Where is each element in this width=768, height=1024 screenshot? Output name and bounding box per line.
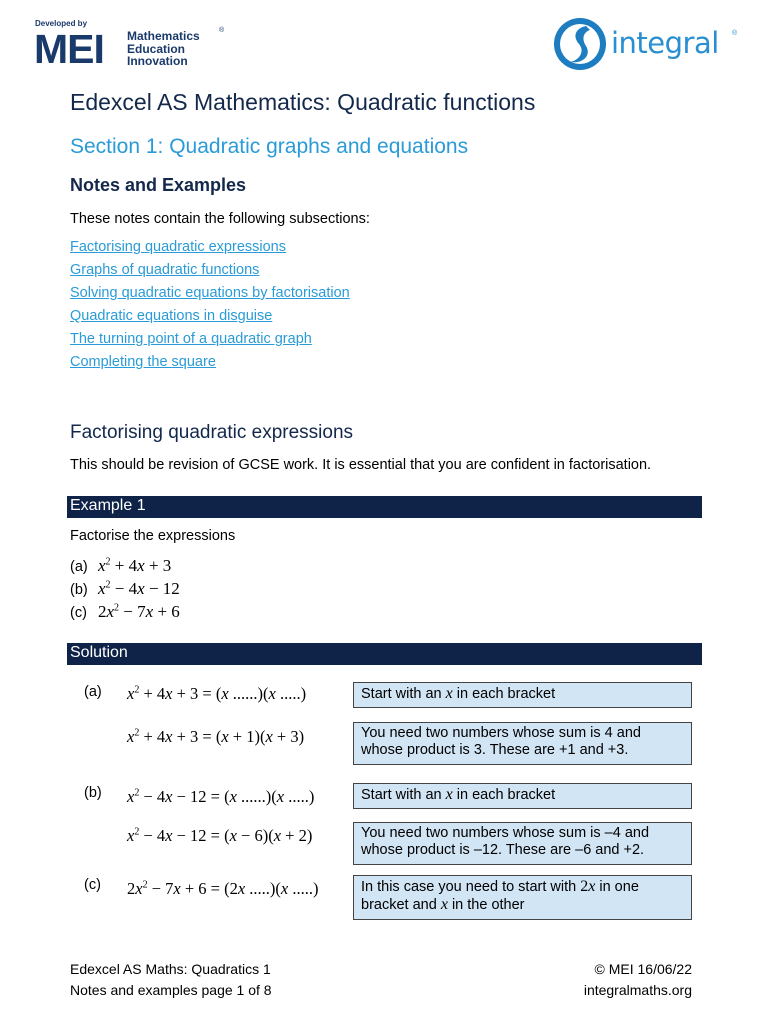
example-header-bar xyxy=(67,496,702,518)
footer-website: integralmaths.org xyxy=(583,982,692,998)
integral-logo-icon xyxy=(552,16,608,72)
toc-link-disguise[interactable]: Quadratic equations in disguise xyxy=(70,308,273,324)
section-title: Section 1: Quadratic graphs and equations xyxy=(70,135,469,158)
subsection-text: This should be revision of GCSE work. It is essential that you are confident in factorisation. xyxy=(70,457,652,473)
subsection-heading: Factorising quadratic expressions xyxy=(70,422,354,443)
solution-step-expression: $x^2 + 4x + 3 = (x$ ......)(x .....) xyxy=(127,684,307,703)
footer-course: Edexcel AS Maths: Quadratics 1 xyxy=(70,961,271,977)
solution-step-note: You need two numbers whose sum is –4 and whose product is –12. These are –6 and +2. xyxy=(353,822,692,865)
footer-left xyxy=(70,959,272,1001)
subsection-links xyxy=(70,236,350,374)
solution-step-expression: $x^2 - 4x - 12 = (x - 6)(x + 2)$ xyxy=(127,826,313,845)
mei-logo-line2: Education xyxy=(127,41,186,56)
solution-part-label: (a) xyxy=(84,684,102,700)
example-part-label: (b) xyxy=(70,582,88,598)
footer-right xyxy=(545,959,692,1001)
solution-part-label: (b) xyxy=(84,785,102,801)
example-part-expression: $x^2 + 4x + 3$ xyxy=(98,556,172,575)
mei-logo-text xyxy=(127,30,200,68)
toc-link-turning-point[interactable]: The turning point of a quadratic graph xyxy=(70,331,312,347)
mei-logo-line3: Innovation xyxy=(127,54,188,68)
solution-step-note: Start with an x in each bracket xyxy=(353,682,692,708)
solution-step-note: You need two numbers whose sum is 4 and whose product is 3. These are +1 and +3. xyxy=(353,722,692,765)
example-part-expression: $x^2 - 4x - 12$ xyxy=(98,579,180,598)
mei-logo-line1: Mathematics xyxy=(127,29,200,43)
example-header-label: Example 1 xyxy=(70,497,146,514)
integral-registered-mark: ® xyxy=(732,30,738,37)
intro-text: These notes contain the following subsections: xyxy=(70,211,370,227)
developed-by-label: Developed by xyxy=(35,19,88,28)
example-part xyxy=(70,556,171,576)
solution-step-expression: $x^2 + 4x + 3 = (x + 1)(x + 3)$ xyxy=(127,727,305,746)
example-part xyxy=(70,602,180,622)
toc-link-solving[interactable]: Solving quadratic equations by factorisation xyxy=(70,285,350,301)
mei-logo: MEI xyxy=(34,26,104,72)
footer-page-info: Notes and examples page 1 of 8 xyxy=(70,982,272,998)
solution-part-label: (c) xyxy=(84,877,101,893)
footer-copyright: © MEI 16/06/22 xyxy=(594,961,692,977)
document-title: Edexcel AS Mathematics: Quadratic functions xyxy=(70,89,536,115)
solution-header-label: Solution xyxy=(70,644,128,661)
solution-header-bar xyxy=(67,643,702,665)
mei-registered-mark: ® xyxy=(219,27,225,34)
toc-link-graphs[interactable]: Graphs of quadratic functions xyxy=(70,262,260,278)
toc-link-completing-square[interactable]: Completing the square xyxy=(70,354,216,370)
example-part xyxy=(70,579,180,599)
solution-step-note: Start with an x in each bracket xyxy=(353,783,692,809)
example-prompt: Factorise the expressions xyxy=(70,528,236,544)
solution-step-note: In this case you need to start with 2x in one bracket and x in the other xyxy=(353,875,692,920)
toc-link-factorising[interactable]: Factorising quadratic expressions xyxy=(70,239,286,255)
integral-wordmark: integral xyxy=(611,26,719,60)
example-part-label: (c) xyxy=(70,605,87,621)
example-part-label: (a) xyxy=(70,559,88,575)
solution-step-expression: $x^2 - 4x - 12 = (x$ ......)(x .....) xyxy=(127,787,315,806)
notes-heading: Notes and Examples xyxy=(70,175,247,195)
example-part-expression: $2x^2 - 7x + 6$ xyxy=(98,602,180,621)
solution-step-expression: $2x^2 - 7x + 6 = (2x$ .....)(x .....) xyxy=(127,879,319,898)
